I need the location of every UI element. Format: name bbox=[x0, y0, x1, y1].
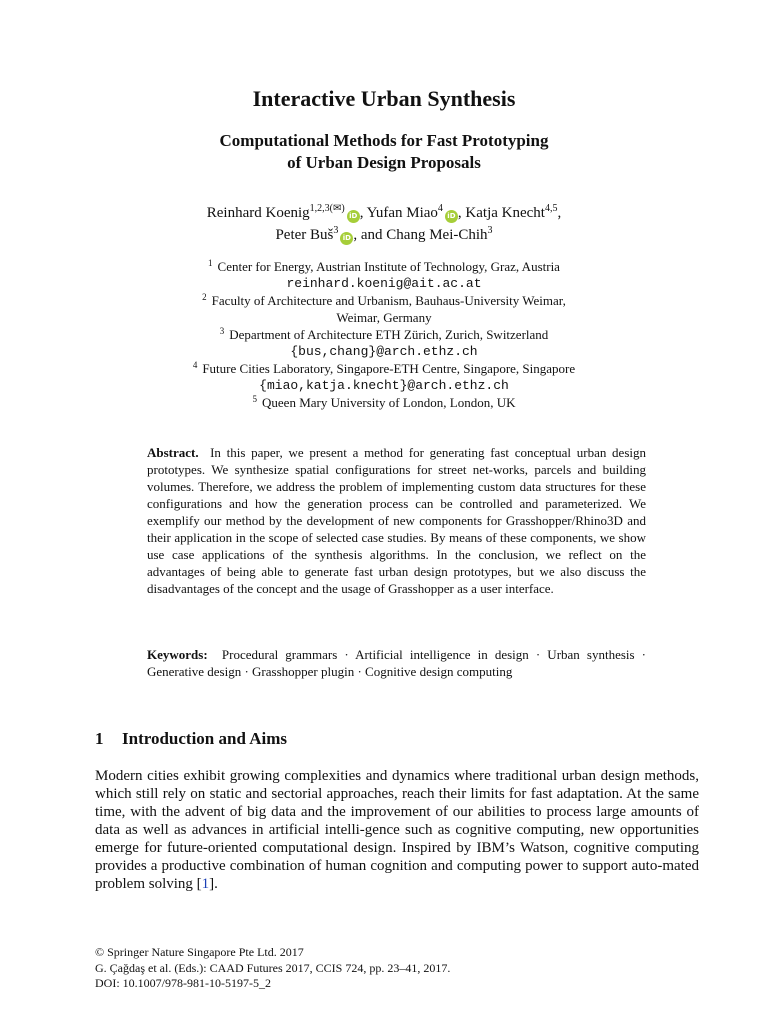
author-name: Peter Buš bbox=[275, 227, 334, 243]
affiliation-3-email[interactable]: {bus,chang}@arch.ethz.ch bbox=[290, 344, 478, 359]
author-name: Reinhard Koenig bbox=[206, 205, 310, 221]
affiliation-5: $^5$ Queen Mary University of London, London, UK bbox=[252, 394, 516, 410]
author-list bbox=[0, 202, 768, 246]
author-name: Chang Mei-Chih bbox=[386, 227, 488, 243]
section-title: Introduction and Aims bbox=[122, 729, 288, 748]
intro-paragraph: Modern cities exhibit growing complexities and dynamics where traditional urban design methods, which still rely on static and sectorial approaches, reach their limits for fast adaptation. At the same time, with the advent of big data and the improvement of our abilities to process large amounts of data as well as advances in artificial intelli-gence such as cognitive computing, new opportunities emerge for future-oriented computational design. Inspired by IBM’s Watson, cognitive computing provides a productive combination of human cognition and computing power to support auto-mated problem solving [1]. bbox=[95, 768, 699, 892]
orcid-icon[interactable]: iD bbox=[445, 210, 458, 223]
affiliation-list bbox=[0, 258, 768, 411]
orcid-icon[interactable]: iD bbox=[340, 232, 353, 245]
abstract-label: Abstract. bbox=[147, 445, 199, 460]
intro-text: Modern cities exhibit growing complexities and dynamics where traditional urban design methods, which still rely on static and sectorial approaches, reach their limits for fast adaptation. At the same time, with the advent of big data and the improvement of our abilities to process large amounts of data as well as advances in artificial intelli-gence such as cognitive computing, new opportunities emerge for future-oriented computational design. Inspired by IBM’s Watson, cognitive computing provides a productive combination of human cognition and computing power to support auto-mated problem solving bbox=[95, 768, 699, 892]
author-affiliation-sup: 3 bbox=[333, 225, 339, 236]
author-affiliation-sup: 4 bbox=[437, 203, 443, 214]
footer-copyright: © Springer Nature Singapore Pte Ltd. 2017 bbox=[95, 945, 304, 959]
orcid-icon[interactable]: iD bbox=[347, 210, 360, 223]
affiliation-4: $^4$ Future Cities Laboratory, Singapore-ETH Centre, Singapore, Singapore bbox=[192, 360, 576, 376]
keywords-label: Keywords: bbox=[147, 647, 208, 662]
affiliation-2: $^2$ Faculty of Architecture and Urbanism, Bauhaus-University Weimar, bbox=[202, 292, 566, 308]
affiliation-1: $^1$ Center for Energy, Austrian Institute of Technology, Graz, Austria bbox=[208, 258, 560, 274]
author-line-1: Reinhard Koenig$^{1,2,3(✉)}$iD , Yufan Miao$^4$iD , Katja Knecht$^{4,5}$, bbox=[206, 203, 562, 221]
keywords bbox=[147, 646, 646, 680]
section-number: 1 bbox=[95, 729, 104, 748]
abstract-text: In this paper, we present a method for generating fast conceptual urban design prototypes. We synthesize spatial configurations for street net-works, parcels and building volumes. Therefore, we address the problem of implementing custom data structures for these configurations and how the generation process can be controlled and parameterized. We exemplify our method by the development of new components for Grasshopper/Rhino3D and their application in the scope of selected case studies. By means of these components, we show use case applications of the synthesis algorithms. In the conclusion, we reflect on the advantages of being able to generate fast urban design prototypes, but we also discuss the disadvantages of the concept and the usage of Grasshopper as a user interface. bbox=[147, 445, 646, 596]
keywords-text: Procedural grammars · Artificial intelligence in design · Urban synthesis · Generative design · Grasshopper plugin · Cognitive design computing bbox=[147, 647, 647, 679]
abstract bbox=[147, 444, 646, 597]
paper-title: Interactive Urban Synthesis bbox=[252, 86, 516, 111]
subtitle-line-1: Computational Methods for Fast Prototyping bbox=[219, 131, 549, 150]
affiliation-4-email[interactable]: {miao,katja.knecht}@arch.ethz.ch bbox=[259, 378, 509, 393]
author-affiliation-sup: 4,5 bbox=[544, 203, 558, 214]
subtitle-line-2: of Urban Design Proposals bbox=[287, 153, 481, 172]
affiliation-1-email[interactable]: reinhard.koenig@ait.ac.at bbox=[286, 276, 482, 291]
affiliation-3: $^3$ Department of Architecture ETH Zürich, Zurich, Switzerland bbox=[219, 326, 549, 342]
footer bbox=[95, 945, 699, 992]
author-affiliation-sup: 1,2,3(✉) bbox=[309, 203, 345, 214]
author-line-2: Peter Buš$^3$iD , and Chang Mei-Chih$^3$ bbox=[275, 225, 493, 243]
affiliation-2-cont: Weimar, Germany bbox=[336, 310, 432, 325]
author-affiliation-sup: 3 bbox=[487, 225, 493, 236]
paper-subtitle bbox=[0, 130, 768, 174]
footer-doi[interactable]: DOI: 10.1007/978-981-10-5197-5_2 bbox=[95, 976, 271, 990]
author-name: Yufan Miao bbox=[366, 205, 438, 221]
section-heading bbox=[95, 729, 695, 749]
footer-citation: G. Çağdaş et al. (Eds.): CAAD Futures 2017, CCIS 724, pp. 23–41, 2017. bbox=[95, 960, 451, 975]
citation-link[interactable]: 1 bbox=[201, 876, 210, 892]
author-name: Katja Knecht bbox=[465, 205, 545, 221]
